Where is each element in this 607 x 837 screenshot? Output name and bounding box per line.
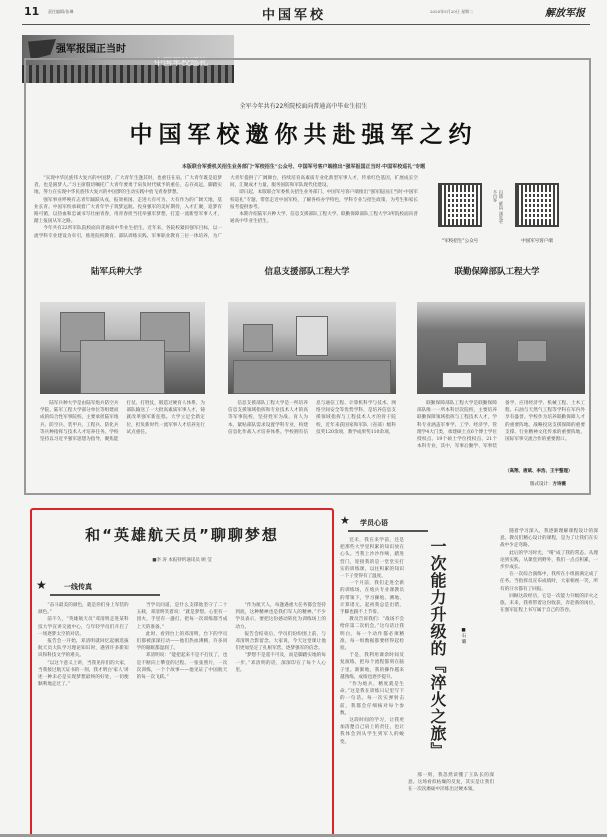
intro-paragraph: 本期介绍陆军兵种大学、信息支援部队工程大学、联勤保障部队工程大学3所院校面向普通高中毕业生招生。 [230,212,418,225]
article1-paragraph: 邓清明说：“能把起来不是不打仗了，也是不断向上攀登的过程。一张张照片，一次次训练，一个个故事——他见证了中国航天的每一次飞跃。” [136,653,228,681]
article2-paragraph: 那一刻，我忽然读懂了王队长的深意。这场看似枯燥的反复，其实是让我们在一次次磨砺中淬炼出过硬本领。 [408,773,494,793]
editor-credit: 责任编辑/张琳 [48,9,74,14]
qr-code-app[interactable] [515,183,559,227]
article1-body [38,602,326,834]
article2-paragraph: 于是，我利用课余时间反复演练，把每个流程都刻在脑子里。渐渐地，我的操作越来越熟练，成绩也逐步提升。 [340,653,404,680]
intro-paragraph: 强军事业呼唤有志青年踊跃从戎，报效祖国。走进大有可为、大有作为的广阔天地，基业长青。中国军校承载着广大青年学子筑梦远航、投身强军的美好期待，入才汇聚，追梦有路可循，以热血和忠诚书写壮丽青春，用青春担当托举强军梦想，打造一流新型军事人才，踏上报国从军之路。 [34,197,222,225]
article2-paragraph: 在一次综合演练中，我所在小组圆满完成了任务。当指挥员宣布成绩时，大家相视一笑，所有的汗水都有了回报。 [500,572,598,592]
section-rule [348,530,428,532]
school-heading-logistics: 联勤保障部队工程大学 [454,267,540,277]
campus-photo-info [228,302,396,394]
section-title: 中国军校 [262,8,327,23]
article1-paragraph: 前不久，“英雄航天员”邓清明走进某科技大学宣讲交流中心，与年轻学员们开启了一场逐梦太空的对话。 [38,617,129,637]
article2-paragraph: 教员告诉我们：“战场不会给你第二次机会。”这句话让我明白，每一个动作都必须精准，每一组数据都要经得起检验。 [340,617,404,652]
school-heading-army: 陆军兵种大学 [90,267,142,277]
article2-paragraph: 随着学习深入，我逐渐理解课程设计的深意。教员们精心设计的课程，是为了让我们在实战中少走弯路。 [500,529,598,549]
article2-paragraph: “作为炮兵，精度就是生命。”这是我在训练日记里写下的一句话。每一次实弹射击前，我都会仔细核对每个参数。 [340,682,404,716]
campus-photo-army [40,302,205,394]
article1-paragraph: 此时，看到台上的邓清明，台下的学员们都被深深打动——他们热血沸腾，许多同学的眼眶都湿润了。 [136,631,228,652]
article2-paragraph: 此后的学习时光，“啃”成了我的常态。从理论到实践，从课堂到野外，我们一点点积累，一步步成长。 [500,550,598,571]
article2-paragraph: 一个月前，我们走进全新的训练场，在炮兵专业课教员的带领下，学习操炮、测地、计算诸元。起初我总是出错，手脚也跟不上节奏。 [340,581,404,616]
intro-paragraph: 即日起，本版联合军委机关招生业务部门、中国军号客户端推出“强军报国正当时·中国军校巡礼”专题，带您走近中国军校，了解各校办学特色，学科专业与招生政策，为考生和家长报考提供参考。 [230,190,418,210]
school-text-logistics: 联勤保障部队工程大学是联勤保障部队唯一一所本科层次院校，主要培养联勤保障领域指挥与工程技术人才，学科专业涵盖军事学、工学、经济学、管理学4大门类，承建硕士点6个博士学位授权点、19个硕士学位授权点、21个本科专业，其中，军事后勤学、军事装备学、应用经济学、机械工程、土木工程、石油与天然气工程等学科在军内外享有盛誉。学校作为培养联勤保障人才的重要阵地、战略投送支援保障的重要支撑、行业精神文化传承的重要阵地、国际军事交流合作的重要窗口。 [417,401,585,450]
issue-date: 2025年5月20日 星期二 [430,9,474,14]
article2-body-bottom [408,772,494,816]
masthead-logo: 解放军报 [545,8,585,19]
designer-credit [530,481,566,487]
banner-title: 强军报国正当时 [56,44,126,55]
article2-body-right [500,528,598,816]
feature-headline: 中国军校邀你共赴强军之约 [129,122,478,148]
article1-paragraph: 报告会一开始，邓清明就回忆起刚选拔航天员大队学习理论知识时，遇到许多新知识和科技文学的难关。 [38,639,129,659]
article1-paragraph: “以这个意义上讲，当我见你们的大家，当我接过航天证书的一刻，我才明白‘家人’讲述一种未必是实现梦想最终的好处，一切便顺利地走过了。” [38,660,129,688]
section-star-icon: ★ [36,578,47,592]
article1-paragraph: 报告会结束后，学员们纷纷围上前，与邓清明合影留念。大家说，今天这堂课让他们更加坚定了扎根军营、逐梦强军的信念。 [235,631,326,652]
article1-paragraph: “奋斗最美的颜色，就是你们身上军装的颜色。” [38,603,129,616]
intro-paragraph: “实现中华民族伟大复兴的中国梦，广大青年生逢其时，也重任在肩。广大青年既是追梦者，也是圆梦人。”习主席殷切嘱托广大青年要勇于肩负时代赋予的重任，志存高远，脚踏实地，努力在实现中华民族伟大复兴的中国梦的生动实践中放飞青春梦想。 [34,176,222,196]
article1-paragraph: “作为航天人，每逢遇重大任务都会坚持到底，这种精神也是我们军人的精神。”不少学员表示，要把这份感动转化为训练场上的动力。 [235,603,326,630]
article1-paragraph: “梦想不是遥不可及，而是脚踏实地的每一步。”邓清明的话，深深印在了每个人心里。 [235,653,326,673]
qr-label-wechat: “军校招生”公众号 [441,239,479,244]
feature-intro [34,175,418,255]
header-rule [22,24,590,25]
article2-paragraph: 还未，我在来学前，还是把那些大学里积累的知识放在心头。当我上沙沙作响，踏进营门，迎接我的是一堂堂实打实的训练课，以往积累的知识一下子变得有了温度。 [340,538,404,580]
banner-subtitle: 中国军校巡礼 [154,58,209,68]
qr-code-wechat[interactable] [438,183,482,227]
feature-lede: 本版联合军委机关招生业务部门“军校招生”公众号、中国军号客户端推出“强军报国正当时·中国军校巡礼”专题 [181,164,426,170]
article2-paragraph: 回顾这段经历，它是一次能力升级的淬火之旅。未来，我将带着这份收获，奔赴新的岗位，在强军征程上书写属于自己的答卷。 [500,593,598,614]
feature-kicker: 全军今年共有22所院校面向普通高中毕业生招生 [239,103,368,110]
school-heading-info: 信息支援部队工程大学 [264,267,350,277]
intro-paragraph: 今年共有22所军队院校面向普通高中毕业生招生。近年来，各院校紧扣强军目标，以一流学科专业建设为牵引，推进院校教育、部队训练实践、军事职业教育三位一体培养，为广大青年提供了广阔舞台，持续培育高素质专业化新型军事人才，传承红色基因，扩展成长空间，汇聚成才力量，服务国防和军队现代化建设。 [34,176,418,239]
compilers-credit: （高翔、唐斌、李浩、王宇整理） [505,469,573,474]
article1-paragraph: 当学员问道，是什么支撑他坚守了二十五载，邓清明笑着说：“就是梦想。心里有一团火，手里有一盏灯，把每一次训练都当成上天的准备。” [136,603,228,630]
school-text-army: 陆军兵种大学是由陆军炮兵防空兵学院、陆军工程大学部分单位等组建而成的综合性军事院校，主要承担陆军炮兵、防空兵、装甲兵、工程兵、防化兵等兵种指挥与技术人才培养任务。学校坚持以习近平强军思想为指导，聚焦能打仗、打胜仗，锻造过硬育人体系，为部队输送了一大批高素质军事人才，铸就改革强军新征程。大学立足全新定位，担负新时代一流军事人才培养先行试点重任。 [40,401,205,443]
section-rule [50,594,160,596]
article2-headline: 一次能力升级的『淬火之旅』 [428,538,447,759]
designer-name: 方诗薇 [552,482,566,487]
page-number: 11 [24,5,40,18]
article1-headline: 和“英雄航天员”聊聊梦想 [85,526,279,544]
designer-label: 版式设计： [530,482,553,487]
qr-label-app: 中国军号客户端 [521,239,553,244]
article1-byline: ■李 涛 本报特约通讯员 顾 莹 [152,558,212,563]
article2-section: 学员心语 [360,519,388,527]
qr-note: 扫描二维码 浏览更多内容 [493,190,504,224]
article2-byline: ■石 璐 [461,628,466,644]
article2-body-left [340,537,404,817]
article1-section: 一线传真 [64,583,92,591]
section-star-icon: ★ [340,514,350,527]
article2-paragraph: 这段时间的学习，让我更加清楚自己肩上的责任，也让我体会到从学生到军人的蜕变。 [340,718,404,745]
campus-photo-logistics [417,302,585,394]
school-text-info: 信息支援部队工程大学是一所培养信息支援领域指挥和专业技术人才的高等军事院校，坚持姓军为战、育人为本，紧贴部队需求设置学科专业，构建信息化作战人才培养体系。学校拥有信息与通信工程、计算机科学与技术、网络空间安全等优势学科，是培养信息支援领域指挥与工程技术人才的骨干院校，近年来获国家和军队（省部）级科技奖120余项，教学成果奖110余项。 [228,401,396,435]
